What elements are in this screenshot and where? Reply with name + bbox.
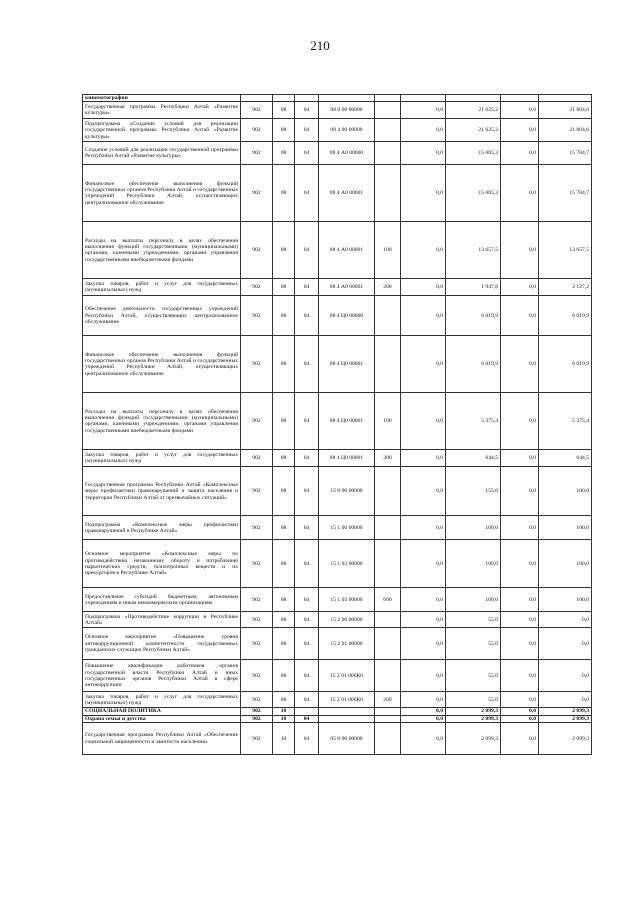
row-v3-cell: 0,0 <box>501 660 539 692</box>
row-v4-cell: 21 804,6 <box>539 102 592 119</box>
row-c2-cell: 08 <box>273 222 295 279</box>
row-c1-cell: 902 <box>241 540 273 588</box>
row-name-cell: кинематографии <box>83 95 241 102</box>
row-c5-cell <box>375 516 401 540</box>
row-v1-cell: 0,0 <box>401 450 446 467</box>
row-v1-cell: 0,0 <box>401 222 446 279</box>
row-c5-cell <box>375 102 401 119</box>
row-v2-cell: 155,0 <box>446 467 501 516</box>
table-row <box>83 467 592 516</box>
row-v3-cell <box>501 95 539 102</box>
row-v2-cell: 55,0 <box>446 692 501 708</box>
row-c5-cell: 200 <box>375 450 401 467</box>
table-row <box>83 296 592 336</box>
table-row <box>83 393 592 450</box>
row-c4-cell <box>319 715 375 722</box>
row-v1-cell: 0,0 <box>401 723 446 755</box>
row-name-cell: Создание условий для реализации государственной программы Республики Алтай «Развитие культуры» <box>83 142 241 165</box>
row-c3-cell: 04 <box>295 142 319 165</box>
row-v3-cell: 0,0 <box>501 516 539 540</box>
row-v2-cell: 2 099,3 <box>446 723 501 755</box>
row-v4-cell: 100,0 <box>539 588 592 612</box>
table-row <box>83 95 592 102</box>
row-c4-cell: 08 4 Ц0 00001 <box>319 450 375 467</box>
row-v2-cell: 2 099,3 <box>446 715 501 722</box>
row-v1-cell: 0,0 <box>401 588 446 612</box>
row-name-cell: Подпрограмма «Противодействие коррупции в Республике Алтай» <box>83 612 241 628</box>
row-c2-cell: 08 <box>273 588 295 612</box>
row-v2-cell: 13 657,5 <box>446 222 501 279</box>
row-v3-cell: 0,0 <box>501 336 539 393</box>
row-v4-cell: 0,0 <box>539 660 592 692</box>
table-row <box>83 708 592 715</box>
row-c1-cell: 902 <box>241 279 273 296</box>
row-v1-cell: 0,0 <box>401 336 446 393</box>
row-c2-cell: 08 <box>273 612 295 628</box>
row-c1-cell: 902 <box>241 660 273 692</box>
row-c2-cell: 08 <box>273 467 295 516</box>
row-c4-cell: 08 4 00 00000 <box>319 119 375 142</box>
table-row <box>83 588 592 612</box>
row-v3-cell: 0,0 <box>501 715 539 722</box>
row-v1-cell: 0,0 <box>401 516 446 540</box>
row-c4-cell: 08 4 Ц0 00001 <box>319 336 375 393</box>
row-c1-cell: 902 <box>241 612 273 628</box>
row-name-cell: СОЦИАЛЬНАЯ ПОЛИТИКА <box>83 708 241 715</box>
row-name-cell: Подпрограмма «Создание условий для реализации государственной программы Республики Алтай «Развитие культуры» <box>83 119 241 142</box>
row-c2-cell: 08 <box>273 336 295 393</box>
row-c2-cell: 08 <box>273 692 295 708</box>
row-v2-cell: 2 099,3 <box>446 708 501 715</box>
row-v2-cell: 55,0 <box>446 660 501 692</box>
row-c5-cell <box>375 336 401 393</box>
row-c3-cell: 04 <box>295 279 319 296</box>
row-v4-cell: 13 657,5 <box>539 222 592 279</box>
table-row <box>83 336 592 393</box>
table-row <box>83 540 592 588</box>
row-c5-cell: 100 <box>375 222 401 279</box>
row-c3-cell: 04 <box>295 450 319 467</box>
row-c3-cell: 04 <box>295 628 319 660</box>
row-v1-cell: 0,0 <box>401 612 446 628</box>
row-v2-cell: 15 605,3 <box>446 142 501 165</box>
table-row <box>83 119 592 142</box>
row-name-cell: Подпрограмма «Комплексные меры профилактики правонарушений в Республике Алтай» <box>83 516 241 540</box>
row-c4-cell: 08 0 00 00000 <box>319 102 375 119</box>
row-c5-cell <box>375 540 401 588</box>
row-v4-cell: 100,0 <box>539 467 592 516</box>
row-v3-cell: 0,0 <box>501 588 539 612</box>
table-row <box>83 723 592 755</box>
row-c3-cell <box>295 708 319 715</box>
table-row <box>83 660 592 692</box>
row-v4-cell: 15 784,7 <box>539 142 592 165</box>
row-v4-cell: 100,0 <box>539 516 592 540</box>
row-c1-cell: 902 <box>241 723 273 755</box>
row-c4-cell: 15 1 03 00000 <box>319 588 375 612</box>
row-c5-cell <box>375 660 401 692</box>
row-name-cell: Обеспечение деятельности государственных учреждений Республики Алтай, осуществляющих централизованное обслуживание <box>83 296 241 336</box>
row-name-cell: Расходы на выплаты персоналу в целях обеспечения выполнения функций государственными (муниципальными) органами, казенными учреждениями, органами управления государственными внебюджетными фондами <box>83 222 241 279</box>
row-name-cell: Государственная программа Республики Алтай «Обеспечение социальной защищенности и занятости населения» <box>83 723 241 755</box>
row-v3-cell: 0,0 <box>501 692 539 708</box>
row-v4-cell: 6 019,9 <box>539 336 592 393</box>
row-c5-cell <box>375 95 401 102</box>
row-c1-cell: 902 <box>241 142 273 165</box>
row-name-cell: Финансовое обеспечение выполнения функций государственных органов Республики Алтай и государственных учреждений Республики Алтай, осуществляющих централизованное обслуживание <box>83 165 241 222</box>
row-c4-cell: 15 2 00 00000 <box>319 612 375 628</box>
row-name-cell: Основное мероприятие «Комплексные меры по противодействию незаконному обороту и потреблению наркотических средств, психотропных веществ и их прекурсоров в Республике Алтай» <box>83 540 241 588</box>
row-v3-cell: 0,0 <box>501 142 539 165</box>
row-c1-cell <box>241 95 273 102</box>
row-c3-cell: 04 <box>295 723 319 755</box>
row-name-cell: Финансовое обеспечение выполнения функций государственных органов Республики Алтай и государственных учреждений Республики Алтай, осуществляющих централизованное обслуживание <box>83 336 241 393</box>
row-v3-cell: 0,0 <box>501 165 539 222</box>
row-c4-cell: 08 4 Ц0 00001 <box>319 393 375 450</box>
row-v1-cell: 0,0 <box>401 102 446 119</box>
table-row <box>83 516 592 540</box>
row-v2-cell: 6 019,9 <box>446 296 501 336</box>
row-v3-cell: 0,0 <box>501 467 539 516</box>
row-v4-cell: 0,0 <box>539 692 592 708</box>
row-c1-cell: 902 <box>241 628 273 660</box>
row-v3-cell: 0,0 <box>501 540 539 588</box>
row-c4-cell <box>319 708 375 715</box>
row-c1-cell: 902 <box>241 467 273 516</box>
row-v1-cell: 0,0 <box>401 540 446 588</box>
row-c2-cell: 08 <box>273 660 295 692</box>
row-c3-cell: 04 <box>295 516 319 540</box>
row-c1-cell: 902 <box>241 336 273 393</box>
row-name-cell: Закупка товаров, работ и услуг для государственных (муниципальных) нужд <box>83 450 241 467</box>
row-c4-cell: 08 4 А0 00000 <box>319 142 375 165</box>
row-v2-cell: 1 947,8 <box>446 279 501 296</box>
row-name-cell: Предоставление субсидий бюджетным, автономным учреждениям и иным некоммерческим организациям <box>83 588 241 612</box>
row-c3-cell: 04 <box>295 296 319 336</box>
row-v2-cell: 100,0 <box>446 540 501 588</box>
row-v4-cell: 2 099,3 <box>539 723 592 755</box>
row-c5-cell: 200 <box>375 279 401 296</box>
row-v4-cell: 2 127,2 <box>539 279 592 296</box>
row-c4-cell: 15 1 03 00000 <box>319 540 375 588</box>
row-c4-cell: 08 4 А0 00001 <box>319 279 375 296</box>
row-c2-cell: 08 <box>273 296 295 336</box>
row-c2-cell <box>273 95 295 102</box>
row-c3-cell: 04 <box>295 119 319 142</box>
row-v3-cell: 0,0 <box>501 102 539 119</box>
row-v3-cell: 0,0 <box>501 612 539 628</box>
row-c1-cell: 902 <box>241 119 273 142</box>
row-v4-cell: 2 099,3 <box>539 715 592 722</box>
row-v1-cell: 0,0 <box>401 715 446 722</box>
row-name-cell: Государственная программа Республики Алтай «Развитие культуры» <box>83 102 241 119</box>
row-v1-cell: 0,0 <box>401 165 446 222</box>
row-name-cell: Охрана семьи и детства <box>83 715 241 722</box>
row-c5-cell <box>375 119 401 142</box>
row-c3-cell: 04 <box>295 336 319 393</box>
row-c3-cell: 04 <box>295 102 319 119</box>
row-c3-cell: 04 <box>295 588 319 612</box>
table-row <box>83 142 592 165</box>
table-row <box>83 165 592 222</box>
row-c2-cell: 08 <box>273 102 295 119</box>
row-v2-cell: 55,0 <box>446 628 501 660</box>
row-c2-cell: 10 <box>273 723 295 755</box>
row-v3-cell: 0,0 <box>501 628 539 660</box>
row-c3-cell: 04 <box>295 467 319 516</box>
row-v4-cell: 2 099,3 <box>539 708 592 715</box>
row-c3-cell: 04 <box>295 540 319 588</box>
row-v4-cell: 15 784,7 <box>539 165 592 222</box>
row-c2-cell: 08 <box>273 393 295 450</box>
row-c1-cell: 902 <box>241 516 273 540</box>
row-v4-cell: 0,0 <box>539 612 592 628</box>
row-c5-cell <box>375 628 401 660</box>
row-v2-cell: 15 605,3 <box>446 165 501 222</box>
row-v1-cell: 0,0 <box>401 279 446 296</box>
row-name-cell: Государственная программа Республики Алтай «Комплексные меры профилактики правонарушений и защита населения и территории Республики Алтай от чрезвычайных ситуаций» <box>83 467 241 516</box>
row-c2-cell: 10 <box>273 715 295 722</box>
row-c5-cell <box>375 467 401 516</box>
row-c1-cell: 902 <box>241 588 273 612</box>
row-c5-cell <box>375 723 401 755</box>
row-v3-cell: 0,0 <box>501 723 539 755</box>
row-c2-cell: 08 <box>273 142 295 165</box>
row-c5-cell <box>375 612 401 628</box>
row-v4-cell: 0,0 <box>539 628 592 660</box>
row-c1-cell: 902 <box>241 102 273 119</box>
row-c4-cell: 15 1 00 00000 <box>319 516 375 540</box>
table-row <box>83 222 592 279</box>
row-v3-cell: 0,0 <box>501 222 539 279</box>
row-v3-cell: 0,0 <box>501 393 539 450</box>
row-c5-cell <box>375 142 401 165</box>
row-v4-cell: 5 375,4 <box>539 393 592 450</box>
row-v1-cell: 0,0 <box>401 119 446 142</box>
row-c4-cell: 08 4 А0 00001 <box>319 222 375 279</box>
table-row <box>83 692 592 708</box>
row-c2-cell: 08 <box>273 450 295 467</box>
row-c2-cell: 08 <box>273 119 295 142</box>
row-c5-cell <box>375 708 401 715</box>
row-v4-cell: 21 804,6 <box>539 119 592 142</box>
row-c2-cell: 08 <box>273 165 295 222</box>
row-v1-cell <box>401 95 446 102</box>
table-row <box>83 628 592 660</box>
row-c5-cell <box>375 715 401 722</box>
row-v1-cell: 0,0 <box>401 467 446 516</box>
row-v1-cell: 0,0 <box>401 393 446 450</box>
row-c3-cell <box>295 95 319 102</box>
row-c2-cell: 08 <box>273 516 295 540</box>
row-c5-cell <box>375 296 401 336</box>
table-row <box>83 715 592 722</box>
row-v3-cell: 0,0 <box>501 296 539 336</box>
row-v1-cell: 0,0 <box>401 296 446 336</box>
row-c4-cell: 08 4 А0 00001 <box>319 165 375 222</box>
row-v3-cell: 0,0 <box>501 279 539 296</box>
row-v1-cell: 0,0 <box>401 142 446 165</box>
page-number: 210 <box>310 38 330 53</box>
row-v2-cell: 100,0 <box>446 588 501 612</box>
row-v1-cell: 0,0 <box>401 708 446 715</box>
row-v1-cell: 0,0 <box>401 660 446 692</box>
table-row <box>83 102 592 119</box>
row-c1-cell: 902 <box>241 393 273 450</box>
row-c5-cell: 600 <box>375 588 401 612</box>
row-name-cell: Закупка товаров, работ и услуг для государственных (муниципальных) нужд <box>83 692 241 708</box>
table-row <box>83 612 592 628</box>
row-v1-cell: 0,0 <box>401 692 446 708</box>
row-c5-cell: 200 <box>375 692 401 708</box>
table-row <box>83 279 592 296</box>
table-row <box>83 450 592 467</box>
row-name-cell: Закупка товаров, работ и услуг для государственных (муниципальных) нужд <box>83 279 241 296</box>
budget-table <box>82 94 592 755</box>
row-v2-cell: 100,0 <box>446 516 501 540</box>
row-v2-cell: 21 625,2 <box>446 102 501 119</box>
row-c1-cell: 902 <box>241 708 273 715</box>
row-c4-cell: 15 2 01 000К0 <box>319 660 375 692</box>
row-c2-cell: 08 <box>273 628 295 660</box>
row-c1-cell: 902 <box>241 715 273 722</box>
row-v3-cell: 0,0 <box>501 708 539 715</box>
row-c4-cell: 15 2 01 00000 <box>319 628 375 660</box>
row-c1-cell: 902 <box>241 296 273 336</box>
row-c2-cell: 10 <box>273 708 295 715</box>
row-c1-cell: 902 <box>241 692 273 708</box>
row-c3-cell: 04 <box>295 692 319 708</box>
row-v2-cell <box>446 95 501 102</box>
row-c4-cell <box>319 95 375 102</box>
row-v4-cell: 6 019,9 <box>539 296 592 336</box>
row-c3-cell: 04 <box>295 222 319 279</box>
row-c3-cell: 04 <box>295 660 319 692</box>
row-name-cell: Расходы на выплаты персоналу в целях обеспечения выполнения функций государственными (муниципальными) органами, казенными учреждениями, органами управления государственными внебюджетными фондами <box>83 393 241 450</box>
row-name-cell: Основное мероприятие «Повышение уровня антикоррупционной компетентности государственных гражданских служащих Республики Алтай» <box>83 628 241 660</box>
row-v2-cell: 55,0 <box>446 612 501 628</box>
row-c3-cell: 04 <box>295 165 319 222</box>
row-c5-cell: 100 <box>375 393 401 450</box>
row-c4-cell: 08 4 Ц0 00000 <box>319 296 375 336</box>
row-c4-cell: 05 0 00 00000 <box>319 723 375 755</box>
row-v2-cell: 21 625,2 <box>446 119 501 142</box>
row-c3-cell: 04 <box>295 612 319 628</box>
row-v4-cell: 100,0 <box>539 540 592 588</box>
row-c5-cell <box>375 165 401 222</box>
row-v3-cell: 0,0 <box>501 119 539 142</box>
row-v4-cell: 644,5 <box>539 450 592 467</box>
row-v2-cell: 644,5 <box>446 450 501 467</box>
row-c2-cell: 08 <box>273 279 295 296</box>
row-c4-cell: 15 2 01 000К0 <box>319 692 375 708</box>
row-c2-cell: 08 <box>273 540 295 588</box>
row-v2-cell: 5 375,4 <box>446 393 501 450</box>
row-c1-cell: 902 <box>241 450 273 467</box>
row-c3-cell: 04 <box>295 393 319 450</box>
row-c4-cell: 15 0 00 00000 <box>319 467 375 516</box>
row-name-cell: Повышение квалификации работников органов государственной власти Республики Алтай и иных государственных органов Республики Алтай в сфере антикоррупции <box>83 660 241 692</box>
row-v4-cell <box>539 95 592 102</box>
row-c1-cell: 902 <box>241 222 273 279</box>
row-c3-cell: 04 <box>295 715 319 722</box>
row-c1-cell: 902 <box>241 165 273 222</box>
row-v3-cell: 0,0 <box>501 450 539 467</box>
row-v1-cell: 0,0 <box>401 628 446 660</box>
row-v2-cell: 6 019,9 <box>446 336 501 393</box>
